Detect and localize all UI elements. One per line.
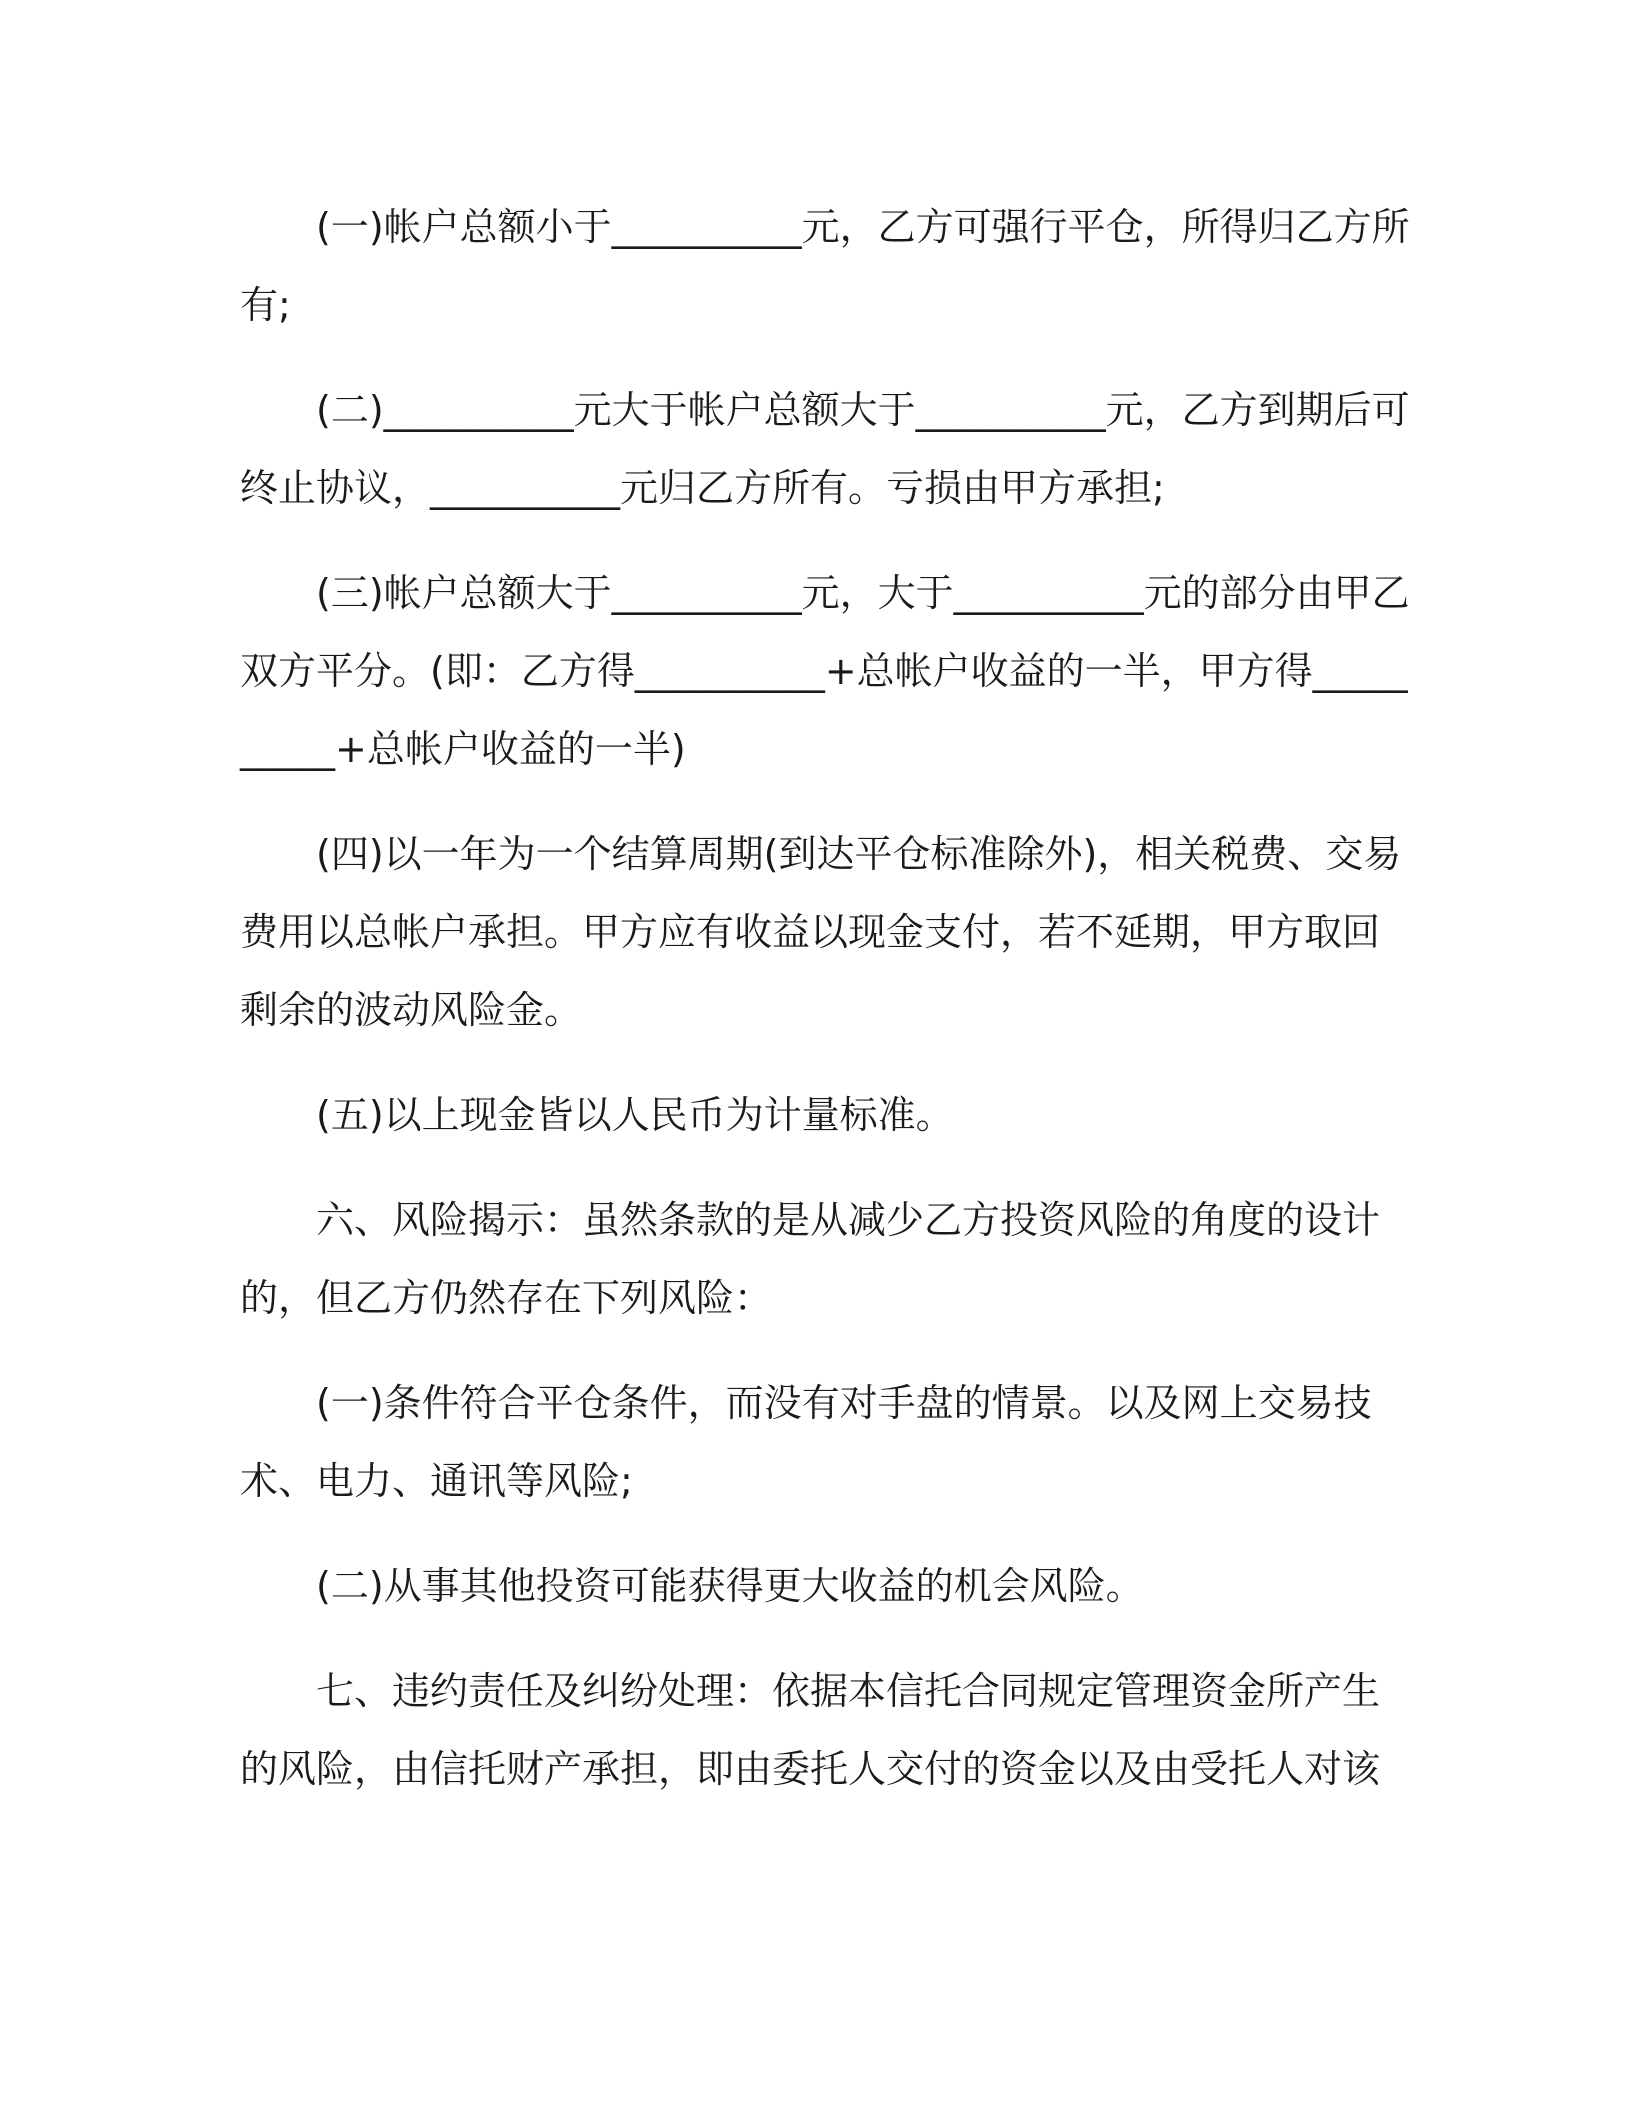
clause-2-account-between-thresholds: (二)__________元大于帐户总额大于__________元，乙方到期后可终止协议，__________元归乙方所有。亏损由甲方承担; bbox=[240, 388, 1410, 510]
section-7-liability-disputes: 七、违约责任及纠纷处理：依据本信托合同规定管理资金所产生的风险，由信托财产承担，即由委托人交付的资金以及由受托人对该 bbox=[240, 1669, 1381, 1791]
document-body bbox=[240, 188, 1410, 1835]
clause-5-currency-standard: (五)以上现金皆以人民币为计量标准。 bbox=[316, 1093, 954, 1137]
clause-1-account-below-threshold: (一)帐户总额小于__________元，乙方可强行平仓，所得归乙方所有; bbox=[240, 205, 1410, 327]
risk-1-no-counterparty: (一)条件符合平仓条件，而没有对手盘的情景。以及网上交易技术、电力、通讯等风险; bbox=[240, 1381, 1372, 1503]
clause-4-settlement-period: (四)以一年为一个结算周期(到达平仓标准除外)，相关税费、交易费用以总帐户承担。甲方应有收益以现金支付，若不延期，甲方取回剩余的波动风险金。 bbox=[240, 832, 1402, 1032]
clause-3-account-above-threshold: (三)帐户总额大于__________元，大于__________元的部分由甲乙双方平分。(即：乙方得__________+总帐户收益的一半，甲方得__________+总帐户收益的一半) bbox=[240, 571, 1410, 771]
risk-2-opportunity-cost: (二)从事其他投资可能获得更大收益的机会风险。 bbox=[316, 1564, 1144, 1608]
section-6-risk-disclosure: 六、风险揭示：虽然条款的是从减少乙方投资风险的角度的设计的，但乙方仍然存在下列风险： bbox=[240, 1198, 1381, 1320]
